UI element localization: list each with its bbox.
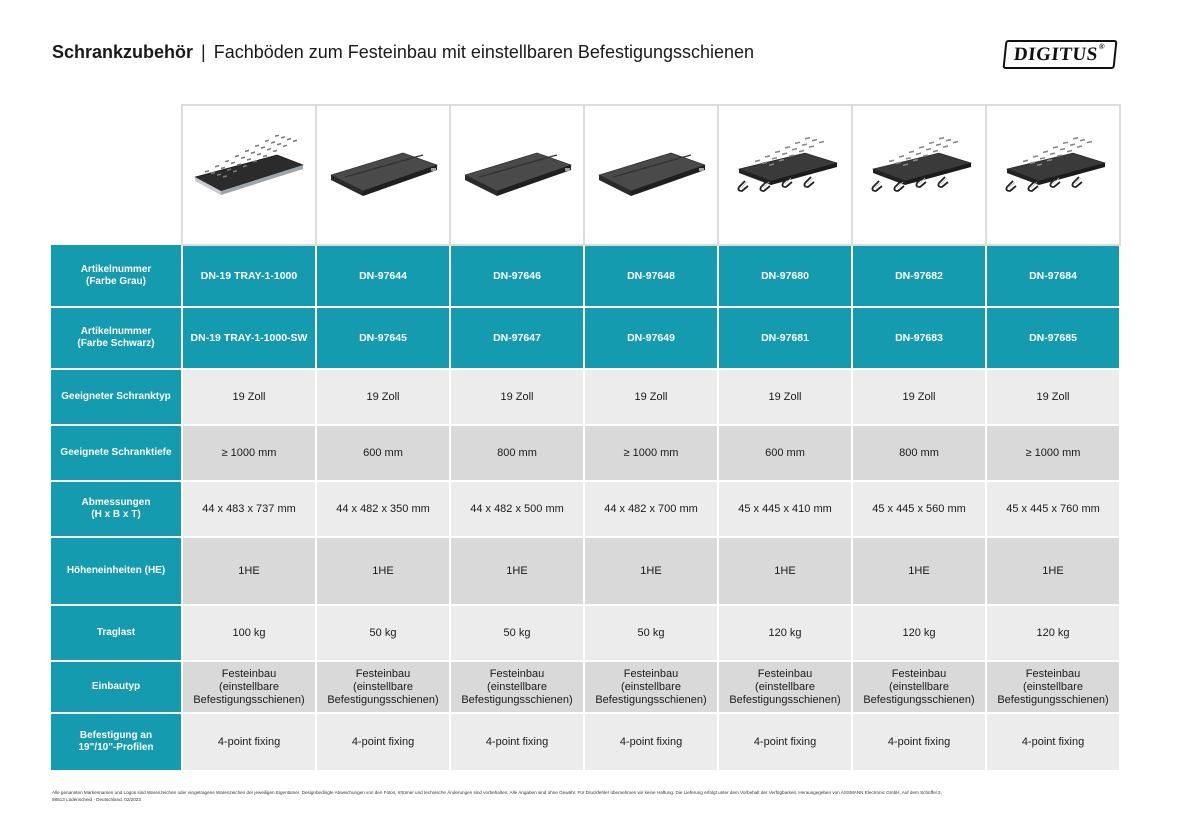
spec-cell: 50 kg — [316, 605, 450, 661]
spec-cell: 100 kg — [182, 605, 316, 661]
product-image-7 — [986, 105, 1120, 245]
spec-cell: ≥ 1000 mm — [584, 425, 718, 481]
spec-cell: 4-point fixing — [182, 713, 316, 771]
spec-row — [51, 307, 1120, 369]
row-label-sub: (H x B x T) — [91, 509, 141, 520]
spec-cell: Festeinbau (einstellbare Befestigungsschienen) — [450, 661, 584, 713]
row-label-main: Höheneinheiten (HE) — [66, 565, 166, 576]
spec-cell: Festeinbau (einstellbare Befestigungsschienen) — [718, 661, 852, 713]
row-label — [51, 245, 182, 307]
spec-cell: Festeinbau (einstellbare Befestigungsschienen) — [986, 661, 1120, 713]
spec-cell: 4-point fixing — [584, 713, 718, 771]
page-title — [52, 42, 754, 63]
spec-cell: 19 Zoll — [182, 369, 316, 425]
row-label-main: Befestigung an — [79, 730, 153, 741]
spec-row — [51, 661, 1120, 713]
spec-cell: 4-point fixing — [718, 713, 852, 771]
spec-cell: 44 x 482 x 350 mm — [316, 481, 450, 537]
digitus-logo: DIGITUS® — [1002, 40, 1117, 69]
spec-cell: DN-19 TRAY-1-1000 — [182, 245, 316, 307]
spec-cell: DN-97647 — [450, 307, 584, 369]
spec-cell: 45 x 445 x 560 mm — [852, 481, 986, 537]
spec-cell: 1HE — [316, 537, 450, 605]
product-image-5 — [718, 105, 852, 245]
row-label — [51, 713, 182, 771]
spec-cell: 120 kg — [852, 605, 986, 661]
row-label — [51, 605, 182, 661]
spec-cell: 4-point fixing — [316, 713, 450, 771]
spec-cell: DN-97683 — [852, 307, 986, 369]
spec-cell: 19 Zoll — [718, 369, 852, 425]
spec-row — [51, 481, 1120, 537]
spec-cell: 4-point fixing — [852, 713, 986, 771]
row-label-main: Artikelnummer — [80, 263, 152, 275]
spec-cell: DN-97684 — [986, 245, 1120, 307]
spec-cell: DN-97680 — [718, 245, 852, 307]
spec-cell: 19 Zoll — [986, 369, 1120, 425]
spec-cell: DN-97645 — [316, 307, 450, 369]
shelf-vented-silver-rails-icon — [189, 135, 309, 215]
row-label — [51, 369, 182, 425]
title-category: Schrankzubehör — [52, 42, 194, 62]
spec-cell: 1HE — [986, 537, 1120, 605]
spec-cell: 50 kg — [450, 605, 584, 661]
spec-cell: 800 mm — [852, 425, 986, 481]
row-label — [51, 307, 182, 369]
shelf-dark-icon — [457, 135, 577, 215]
row-label-sub: (Farbe Schwarz) — [77, 338, 155, 349]
spec-cell: DN-97681 — [718, 307, 852, 369]
spec-row — [51, 537, 1120, 605]
shelf-dark-icon — [323, 135, 443, 215]
registered-mark: ® — [1097, 42, 1106, 51]
row-label — [51, 661, 182, 713]
spec-cell: 800 mm — [450, 425, 584, 481]
spec-cell: 4-point fixing — [986, 713, 1120, 771]
product-image-row — [51, 105, 1120, 245]
spec-cell: DN-97644 — [316, 245, 450, 307]
spec-table — [51, 104, 1121, 772]
spec-cell: Festeinbau (einstellbare Befestigungsschienen) — [852, 661, 986, 713]
spec-cell: 1HE — [450, 537, 584, 605]
spec-cell: 120 kg — [986, 605, 1120, 661]
spec-cell: 120 kg — [718, 605, 852, 661]
spec-row — [51, 605, 1120, 661]
shelf-cable-rails-icon — [725, 135, 845, 215]
spec-cell: 1HE — [584, 537, 718, 605]
row-label-sub: 19"/10"-Profilen — [78, 742, 154, 753]
shelf-cable-rails-icon — [859, 135, 979, 215]
page-header — [52, 40, 1128, 80]
product-image-4 — [584, 105, 718, 245]
spec-cell: ≥ 1000 mm — [986, 425, 1120, 481]
spec-cell: 45 x 445 x 410 mm — [718, 481, 852, 537]
spec-cell: Festeinbau (einstellbare Befestigungsschienen) — [182, 661, 316, 713]
row-label-main: Geeignete Schranktiefe — [60, 447, 172, 458]
spec-cell: 50 kg — [584, 605, 718, 661]
spec-row — [51, 713, 1120, 771]
table-corner — [51, 105, 182, 245]
shelf-cable-rails-icon — [993, 135, 1113, 215]
footer-disclaimer — [52, 789, 1128, 803]
row-label-main: Geeigneter Schranktyp — [61, 391, 171, 402]
spec-cell: ≥ 1000 mm — [182, 425, 316, 481]
spec-cell: 19 Zoll — [852, 369, 986, 425]
row-label-main: Artikelnummer — [80, 326, 152, 337]
title-separator: | — [201, 42, 206, 62]
spec-cell: 44 x 482 x 700 mm — [584, 481, 718, 537]
spec-cell: DN-97649 — [584, 307, 718, 369]
row-label-main: Traglast — [96, 627, 136, 638]
spec-cell: 1HE — [182, 537, 316, 605]
spec-cell: 19 Zoll — [316, 369, 450, 425]
row-label-sub: (Farbe Grau) — [85, 275, 146, 287]
product-image-3 — [450, 105, 584, 245]
row-label-main: Abmessungen — [81, 497, 151, 508]
product-image-2 — [316, 105, 450, 245]
spec-cell: DN-97648 — [584, 245, 718, 307]
row-label — [51, 425, 182, 481]
spec-cell: DN-97685 — [986, 307, 1120, 369]
footer-line-1: Alle genannten Markennamen und Logos sind Warenzeichen oder eingetragene Warenzeichen der jeweiligen Eigentümer. Designbedingte Abweichungen von den Fotos, Irrtümer und technische Änderungen sind vorbehalten. Alle Angaben sind ohne Gewähr. Für Druckfehler übernehmen wir keine Haftung. Die Lieferung erfolgt unter dem Vorbehalt der Verfügbarkeit. Herausgegeben von ASSMANN Electronic GmbH, Auf dem Schüffel 3, — [52, 790, 942, 795]
product-image-1 — [182, 105, 316, 245]
spec-cell: 1HE — [852, 537, 986, 605]
spec-row — [51, 245, 1120, 307]
shelf-dark-icon — [591, 135, 711, 215]
spec-cell: 44 x 482 x 500 mm — [450, 481, 584, 537]
title-subject: Fachböden zum Festeinbau mit einstellbaren Befestigungsschienen — [213, 42, 755, 62]
spec-cell: 600 mm — [316, 425, 450, 481]
spec-cell: 19 Zoll — [584, 369, 718, 425]
spec-cell: Festeinbau (einstellbare Befestigungsschienen) — [316, 661, 450, 713]
spec-row — [51, 425, 1120, 481]
product-image-6 — [852, 105, 986, 245]
spec-cell: Festeinbau (einstellbare Befestigungsschienen) — [584, 661, 718, 713]
row-label-main: Einbautyp — [91, 681, 141, 692]
spec-cell: 45 x 445 x 760 mm — [986, 481, 1120, 537]
row-label — [51, 481, 182, 537]
spec-cell: DN-19 TRAY-1-1000-SW — [182, 307, 316, 369]
spec-cell: DN-97682 — [852, 245, 986, 307]
spec-cell: 4-point fixing — [450, 713, 584, 771]
spec-row — [51, 369, 1120, 425]
row-label — [51, 537, 182, 605]
spec-cell: 44 x 483 x 737 mm — [182, 481, 316, 537]
footer-line-2: 58513 Lüdenscheid · Deutschland. 02/2023 — [52, 797, 141, 802]
spec-cell: 600 mm — [718, 425, 852, 481]
spec-cell: 19 Zoll — [450, 369, 584, 425]
spec-cell: 1HE — [718, 537, 852, 605]
spec-cell: DN-97646 — [450, 245, 584, 307]
